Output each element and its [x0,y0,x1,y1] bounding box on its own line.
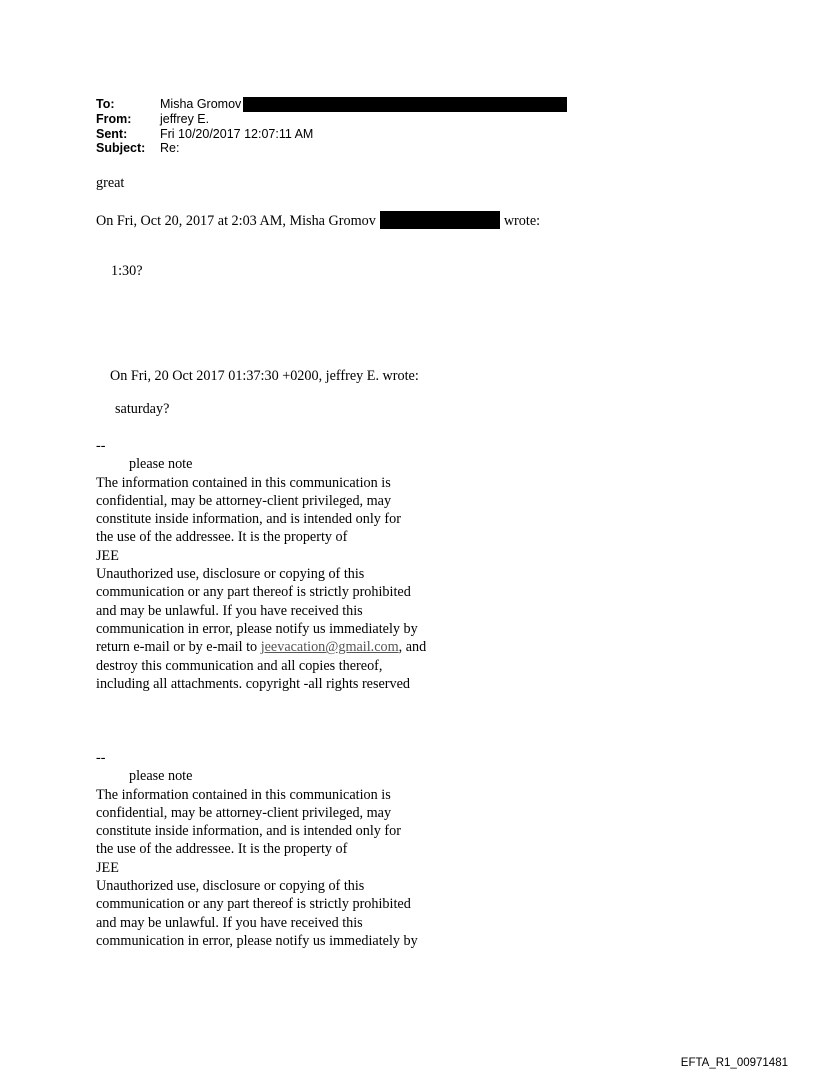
email-link[interactable]: jeevacation@gmail.com [260,639,399,656]
sent-value: Fri 10/20/2017 12:07:11 AM [160,126,314,141]
from-label: From: [96,112,132,126]
to-row [96,97,567,112]
disclaimer-line: Unauthorized use, disclosure or copying of this [96,566,365,583]
quote-header-1-suffix: wrote: [503,213,541,229]
disclaimer-line: communication or any part thereof is strictly prohibited [96,896,411,913]
quote-header-1 [96,211,540,230]
disclaimer-line: destroy this communication and all copies thereof, [96,657,383,674]
signature-separator: -- [96,750,106,766]
disclaimer-line: The information contained in this communication is [96,474,391,491]
disclaimer-block-2 [96,749,418,950]
disclaimer-block-1 [96,437,426,693]
quote-header-2: On Fri, 20 Oct 2017 01:37:30 +0200, jeffrey E. wrote: [110,368,419,384]
disclaimer-line: communication or any part thereof is strictly prohibited [96,584,411,601]
disclaimer-line: including all attachments. copyright -all rights reserved [96,675,411,692]
quote-header-1-prefix: On Fri, Oct 20, 2017 at 2:03 AM, Misha Gromov [96,213,376,229]
reply-text-3: saturday? [115,401,170,417]
disclaimer-line: the use of the addressee. It is the property of [96,529,348,546]
disclaimer-line: confidential, may be attorney-client privileged, may [96,804,392,821]
disclaimer-line: JEE [96,547,119,564]
to-value: Misha Gromov [160,97,242,111]
subject-row [96,141,567,156]
disclaimer-note: please note [129,456,193,473]
disclaimer-line: constitute inside information, and is intended only for [96,823,401,840]
redaction-bar [243,97,567,112]
disclaimer-email-prefix: return e-mail or by e-mail to [96,639,261,656]
from-value: jeffrey E. [160,112,210,126]
disclaimer-line: Unauthorized use, disclosure or copying of this [96,878,365,895]
signature-separator: -- [96,438,106,454]
disclaimer-note: please note [129,768,193,785]
sent-label: Sent: [96,126,128,141]
disclaimer-email-line [96,638,426,656]
document-id: EFTA_R1_00971481 [680,1057,788,1069]
disclaimer-line: JEE [96,859,119,876]
disclaimer-line: and may be unlawful. If you have received this [96,602,363,619]
subject-value: Re: [160,141,180,155]
disclaimer-line: confidential, may be attorney-client privileged, may [96,492,392,509]
from-row [96,112,567,127]
sent-row [96,127,567,142]
reply-text-2: 1:30? [111,263,143,279]
disclaimer-line: constitute inside information, and is intended only for [96,511,401,528]
redaction-bar [380,211,500,229]
disclaimer-email-suffix: , and [398,639,427,656]
email-header [96,97,567,156]
disclaimer-line: the use of the addressee. It is the property of [96,841,348,858]
to-label: To: [96,97,115,111]
reply-text: great [96,175,125,191]
subject-label: Subject: [96,141,146,155]
disclaimer-line: communication in error, please notify us immediately by [96,932,418,949]
disclaimer-line: communication in error, please notify us immediately by [96,620,418,637]
disclaimer-line: and may be unlawful. If you have received this [96,914,363,931]
disclaimer-line: The information contained in this communication is [96,786,391,803]
